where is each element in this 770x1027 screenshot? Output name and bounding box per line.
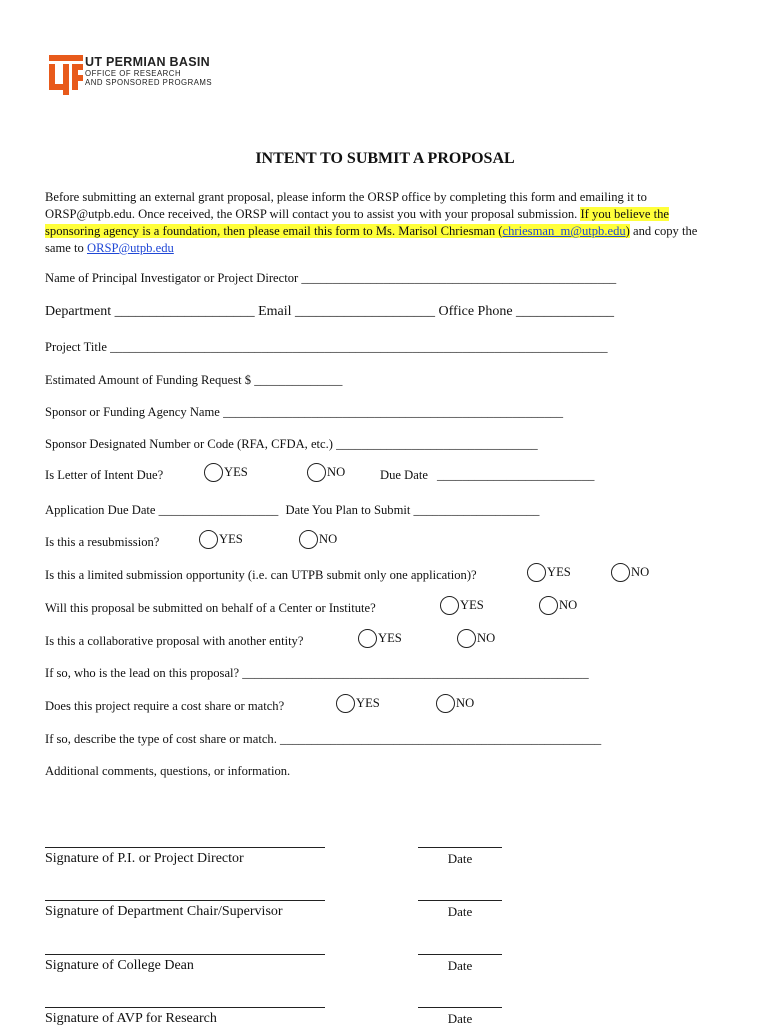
collaborative-yes-radio[interactable]	[358, 629, 377, 648]
sponsor-name-label: Sponsor or Funding Agency Name	[45, 405, 220, 419]
comments-area[interactable]	[45, 784, 725, 834]
plan-submit-label: Date You Plan to Submit	[285, 503, 411, 517]
collaborative-no-option[interactable]: NO	[457, 629, 495, 648]
funding-amount-field[interactable]: ______________	[254, 373, 343, 387]
center-yes-option[interactable]: YES	[440, 596, 484, 615]
orsp-email-link[interactable]: ORSP@utpb.edu	[86, 241, 174, 255]
sponsor-code-label: Sponsor Designated Number or Code (RFA, CFDA, etc.)	[45, 437, 333, 451]
chair-signature-line[interactable]: Signature of Department Chair/Supervisor	[45, 900, 325, 920]
limited-no-radio[interactable]	[611, 563, 630, 582]
pi-name-row	[45, 271, 616, 286]
resubmission-no-radio[interactable]	[299, 530, 318, 549]
department-label: Department	[45, 304, 112, 319]
project-title-field[interactable]: _______________________________________________________________________________	[110, 340, 608, 354]
lead-field[interactable]: _______________________________________________________	[242, 666, 589, 680]
funding-row	[45, 373, 342, 388]
office-phone-label: Office Phone	[438, 304, 513, 319]
comments-row	[45, 764, 290, 779]
email-label: Email	[258, 304, 292, 319]
sponsor-code-row	[45, 437, 538, 452]
department-field[interactable]: ____________________	[114, 304, 255, 319]
office-phone-field[interactable]: ______________	[516, 304, 615, 319]
logo-subtitle-1: OFFICE OF RESEARCH	[85, 69, 182, 78]
limited-yes-option[interactable]: YES	[527, 563, 571, 582]
intro-text: Before submitting an external grant proposal, please inform the ORSP office by completing this form and emailing it to ORSP@utpb.edu. Once received, the ORSP will contact you to assist you with your proposal submission.	[45, 190, 647, 221]
resubmission-yes-radio[interactable]	[199, 530, 218, 549]
application-dates-row	[45, 503, 539, 518]
cost-share-description-label: If so, describe the type of cost share or match.	[45, 732, 277, 746]
intro-copy-text: and copy the same to	[45, 224, 698, 255]
sponsor-name-field[interactable]: ______________________________________________________	[223, 405, 564, 419]
cost-share-yes-option[interactable]: YES	[336, 694, 380, 713]
page-title: INTENT TO SUBMIT A PROPOSAL	[255, 150, 515, 167]
chriesman-email-link[interactable]: chriesman_m@utpb.edu	[502, 224, 626, 238]
funding-amount-label: Estimated Amount of Funding Request $	[45, 373, 252, 387]
sponsor-row	[45, 405, 563, 420]
project-title-row	[45, 340, 608, 355]
email-field[interactable]: ____________________	[295, 304, 436, 319]
collaborative-label: Is this a collaborative proposal with another entity?	[45, 634, 304, 648]
cost-share-yes-radio[interactable]	[336, 694, 355, 713]
logo-subtitle-2: AND SPONSORED PROGRAMS	[85, 78, 213, 87]
logo-name: UT PERMIAN BASIN	[85, 55, 210, 69]
loi-yes-radio[interactable]	[204, 463, 223, 482]
cost-share-description-row	[45, 732, 601, 747]
pi-name-label: Name of Principal Investigator or Project Director	[45, 271, 299, 285]
lead-label: If so, who is the lead on this proposal?	[45, 666, 240, 680]
contact-row	[45, 304, 614, 320]
application-due-label: Application Due Date	[45, 503, 156, 517]
sponsor-code-field[interactable]: ________________________________	[336, 437, 538, 451]
avp-signature-line[interactable]: Signature of AVP for Research	[45, 1007, 325, 1027]
avp-signature-date[interactable]: Date	[418, 1007, 502, 1027]
center-label: Will this proposal be submitted on behalf of a Center or Institute?	[45, 601, 376, 615]
lead-row	[45, 666, 589, 681]
utpb-logo-mark	[49, 55, 83, 95]
loi-label: Is Letter of Intent Due?	[45, 468, 164, 482]
center-no-option[interactable]: NO	[539, 596, 577, 615]
loi-yes-option[interactable]: YES	[204, 463, 248, 482]
pi-signature-date[interactable]: Date	[418, 847, 502, 867]
limited-yes-radio[interactable]	[527, 563, 546, 582]
comments-label: Additional comments, questions, or information.	[45, 764, 291, 778]
plan-submit-field[interactable]: ____________________	[413, 503, 540, 517]
cost-share-no-option[interactable]: NO	[436, 694, 474, 713]
loi-due-date-label: Due Date	[380, 468, 428, 482]
resubmission-no-option[interactable]: NO	[299, 530, 337, 549]
dean-signature-line[interactable]: Signature of College Dean	[45, 954, 325, 974]
dean-signature-date[interactable]: Date	[418, 954, 502, 974]
project-title-label: Project Title	[45, 340, 107, 354]
application-due-field[interactable]: ___________________	[158, 503, 279, 517]
loi-due-date-field[interactable]: _________________________	[437, 468, 595, 482]
center-no-radio[interactable]	[539, 596, 558, 615]
center-yes-radio[interactable]	[440, 596, 459, 615]
cost-share-label: Does this project require a cost share or match?	[45, 699, 285, 713]
foundation-notice: If you believe the sponsoring agency is a foundation, then please email this form to Ms. Marisol Chriesman (chriesman_m@utpb.edu)	[45, 207, 669, 238]
resubmission-yes-option[interactable]: YES	[199, 530, 243, 549]
intro-paragraph	[45, 189, 725, 257]
collaborative-yes-option[interactable]: YES	[358, 629, 402, 648]
limited-submission-label: Is this a limited submission opportunity (i.e. can UTPB submit only one application)?	[45, 568, 477, 582]
pi-signature-line[interactable]: Signature of P.I. or Project Director	[45, 847, 325, 867]
resubmission-label: Is this a resubmission?	[45, 535, 160, 549]
limited-no-option[interactable]: NO	[611, 563, 649, 582]
cost-share-description-field[interactable]: ___________________________________________________	[280, 732, 602, 746]
pi-name-field[interactable]: __________________________________________________	[301, 271, 617, 285]
loi-no-radio[interactable]	[307, 463, 326, 482]
loi-no-option[interactable]: NO	[307, 463, 345, 482]
collaborative-no-radio[interactable]	[457, 629, 476, 648]
cost-share-no-radio[interactable]	[436, 694, 455, 713]
chair-signature-date[interactable]: Date	[418, 900, 502, 920]
